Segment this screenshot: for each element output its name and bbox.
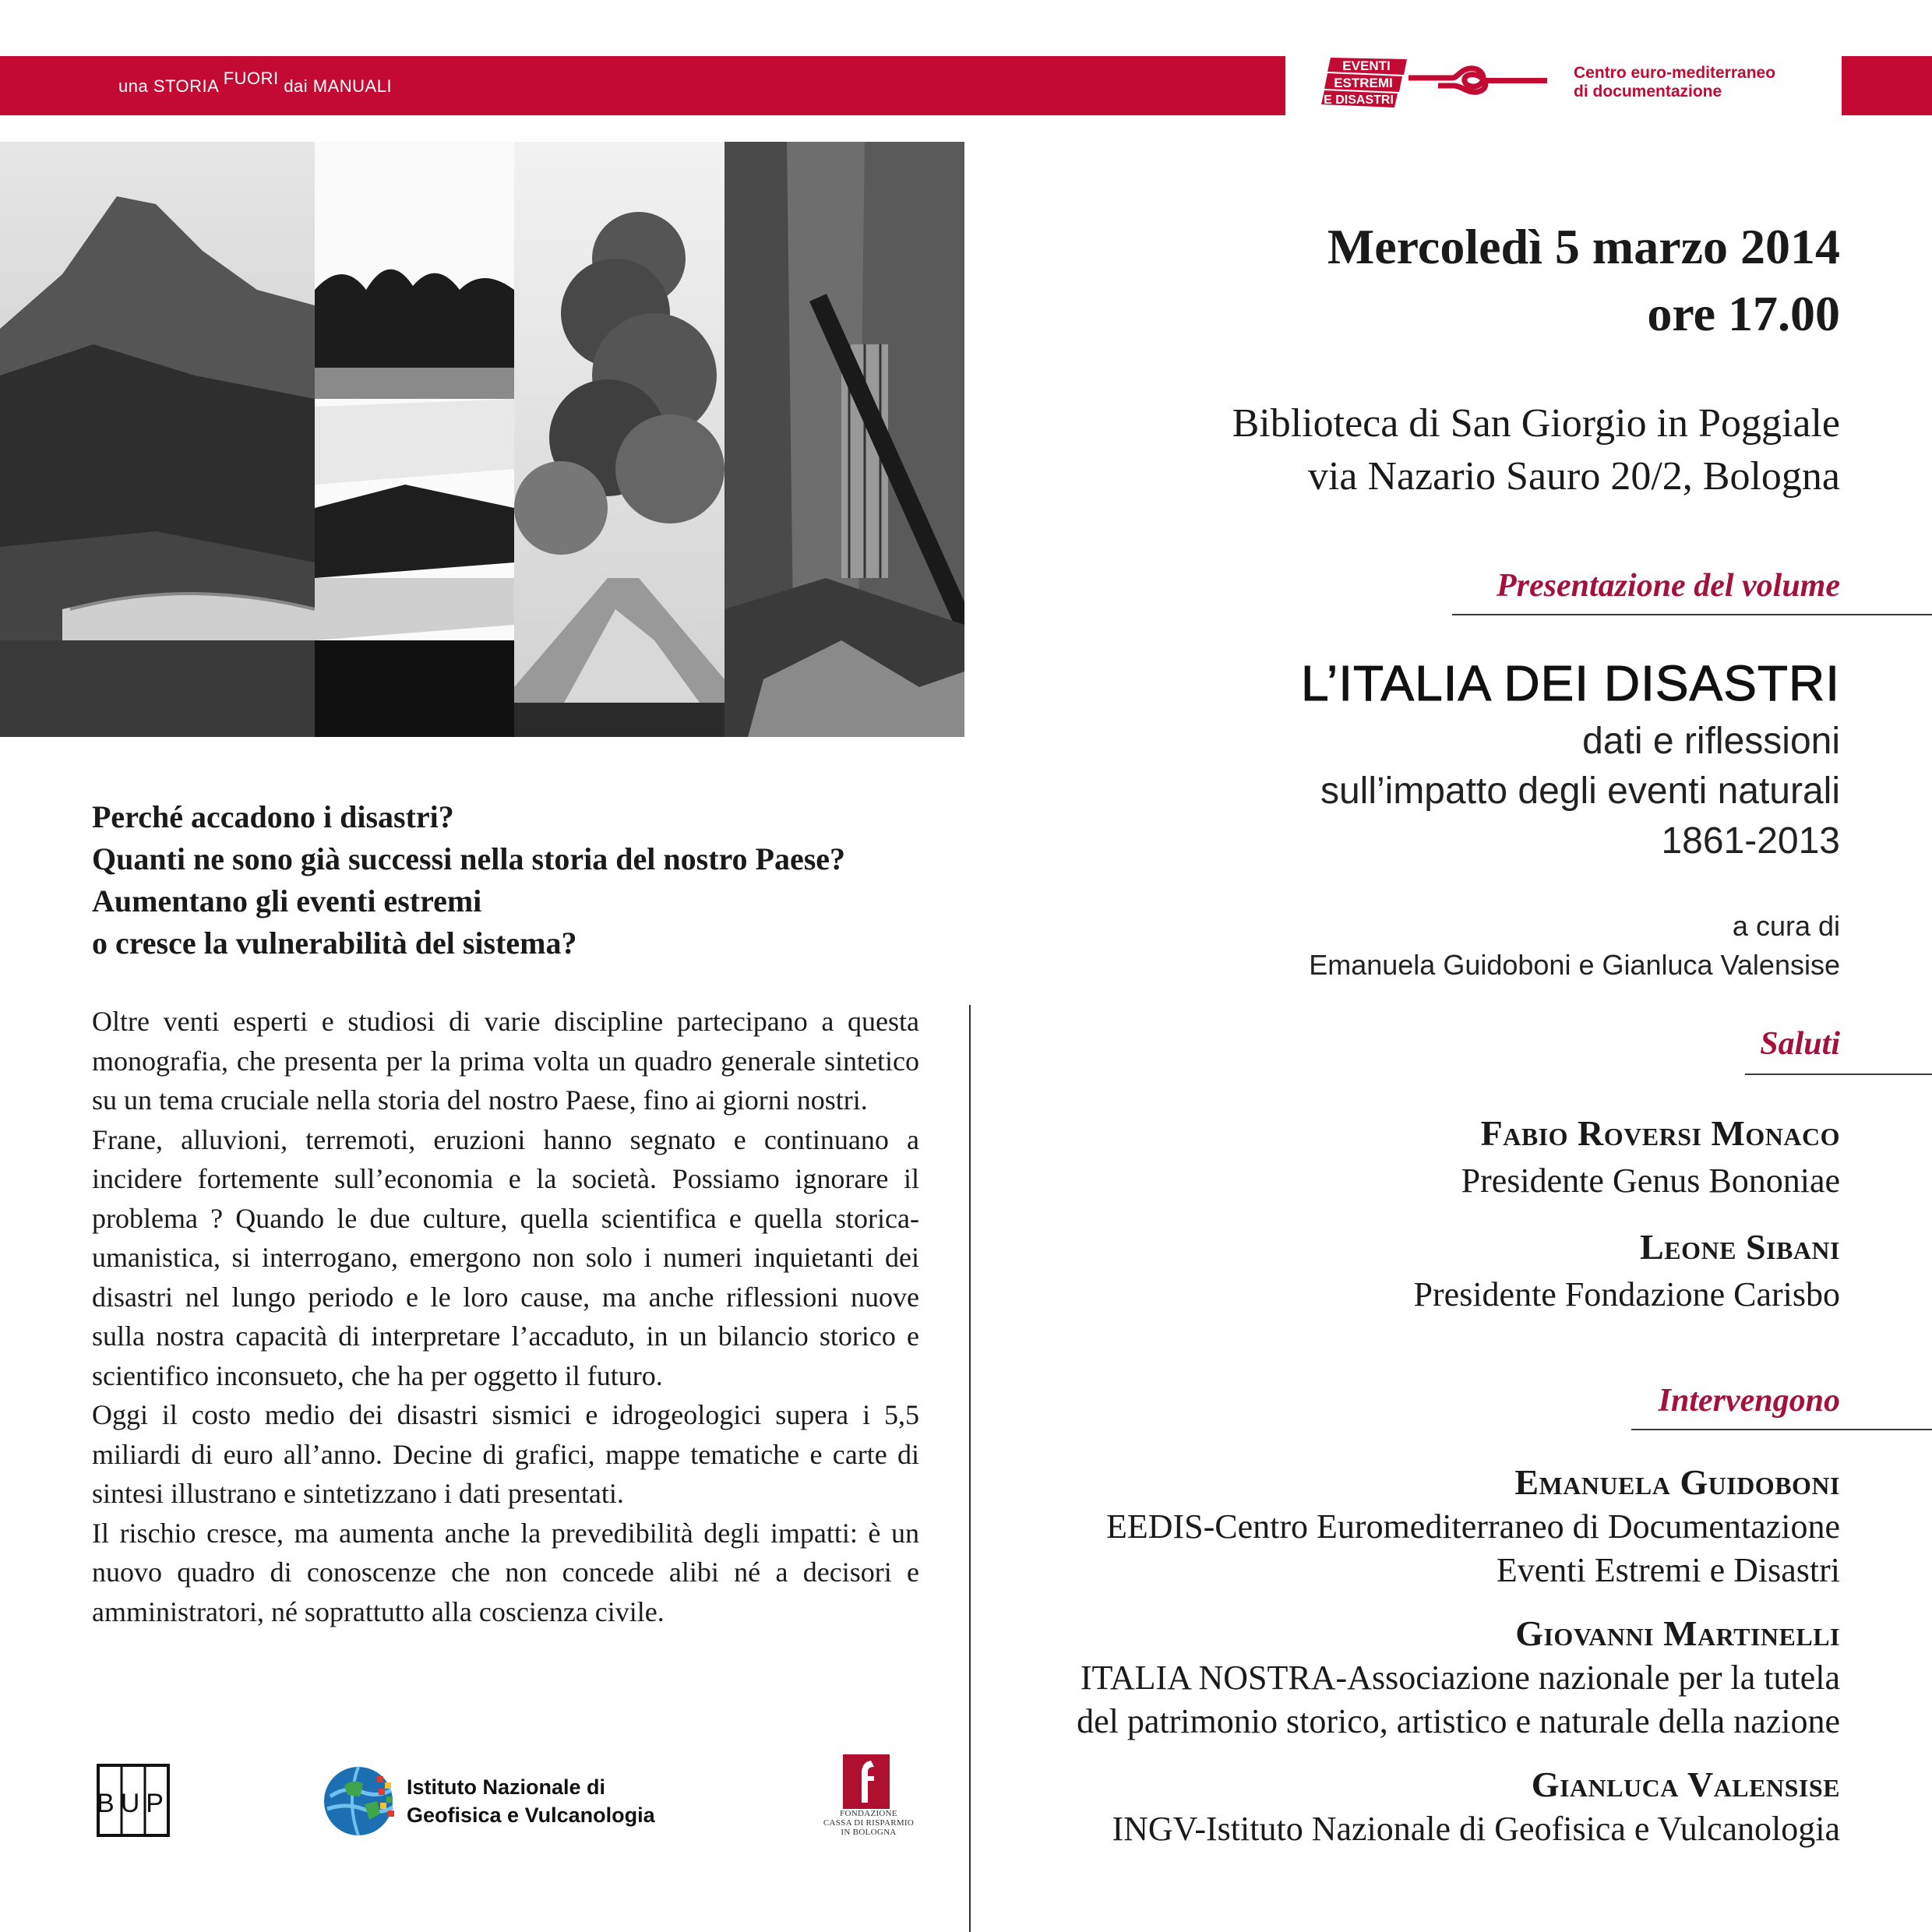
ingv-logo-text: Istituto Nazionale di Geofisica e Vulcanologia xyxy=(407,1775,655,1827)
greeting-role-2: Presidente Fondazione Carisbo xyxy=(1413,1275,1840,1313)
disaster-photo-strip xyxy=(0,142,964,737)
header-band-right xyxy=(1842,56,1932,115)
presentation-heading: Presentazione del volume xyxy=(1497,568,1840,604)
ingv-globe-icon xyxy=(323,1762,400,1840)
series-tagline: una STORIA FUORI dai MANUALI xyxy=(118,69,393,96)
speaker-role-2: ITALIA NOSTRA-Associazione nazionale per la tutela del patrimonio storico, artistico e naturale della nazione xyxy=(1077,1659,1840,1740)
event-time: ore 17.00 xyxy=(1647,286,1840,341)
column-divider xyxy=(969,1005,971,1932)
speaker-role-3: INGV-Istituto Nazionale di Geofisica e Vulcanologia xyxy=(1112,1810,1840,1848)
earthquake-ruins-photo xyxy=(724,142,964,737)
eruption-photo xyxy=(514,142,724,737)
description-paragraph: Oltre venti esperti e studiosi di varie discipline partecipano a questa monografia, che presenta per la prima volta un quadro generale sintetico su un tema cruciale nella storia del nostro Paese, fino ai giorni nostri. xyxy=(92,1006,919,1116)
speaker-name-2: Giovanni Martinelli xyxy=(1515,1613,1840,1653)
book-title: L’ITALIA DEI DISASTRI xyxy=(1300,655,1840,711)
svg-text:BUP: BUP xyxy=(97,1789,170,1818)
svg-text:E DISASTRI: E DISASTRI xyxy=(1324,93,1394,107)
greeting-role-1: Presidente Genus Bononiae xyxy=(1461,1162,1840,1200)
greeting-name-1: Fabio Roversi Monaco xyxy=(1480,1113,1840,1153)
eedis-logo xyxy=(1321,55,1555,109)
speakers-rule xyxy=(1631,1429,1932,1430)
venue-name: Biblioteca di San Giorgio in Poggiale xyxy=(1232,401,1840,446)
carisbo-logo-text: FONDAZIONE CASSA DI RISPARMIO IN BOLOGNA xyxy=(823,1809,915,1837)
carisbo-logo xyxy=(843,1754,890,1809)
speakers-heading: Intervengono xyxy=(1658,1383,1840,1419)
event-venue xyxy=(1232,397,1840,503)
description-paragraph: Frane, alluvioni, terremoti, eruzioni hanno segnato e continuano a incidere fortemente sull’economia e la società. Possiamo ignorare il problema ? Quando le due culture, quella scientifica e quella storica- umanistica, si interrogano, emergono non solo i numeri inquietanti dei disastri nel lungo periodo e le loro cause, ma anche riflessioni nuove sulla nostra capacità di interpretare l’accaduto, in un bilancio storico e scientifico inconsueto, che ha per oggetto il futuro. xyxy=(92,1123,919,1391)
presentation-rule xyxy=(1452,614,1932,615)
svg-text:EVENTI: EVENTI xyxy=(1342,58,1391,73)
speaker-name-1: Emanuela Guidoboni xyxy=(1514,1462,1840,1502)
greeting-name-2: Leone Sibani xyxy=(1640,1227,1840,1267)
book-description xyxy=(92,1002,919,1631)
speaker-role-1: EEDIS-Centro Euromediterraneo di Documentazione Eventi Estremi e Disastri xyxy=(1105,1507,1840,1589)
event-date-time xyxy=(1327,213,1840,347)
greetings-rule xyxy=(1745,1074,1932,1075)
eedis-logo-text: Centro euro-mediterraneo di documentazione xyxy=(1574,64,1776,100)
book-subtitle: dati e riflessioni sull’impatto degli eventi naturali 1861-2013 xyxy=(1320,721,1840,862)
dam-photo xyxy=(0,142,315,737)
description-paragraph: Oggi il costo medio dei disastri sismici e idrogeologici supera i 5,5 miliardi di euro all’anno. Decine di grafici, mappe tematiche e carte di sintesi illustrano e sintetizzano i dati presentati. xyxy=(92,1399,919,1509)
flood-photo xyxy=(315,142,514,737)
venue-address: via Nazario Sauro 20/2, Bologna xyxy=(1307,454,1840,499)
description-paragraph: Il rischio cresce, ma aumenta anche la prevedibilità degli impatti: è un nuovo quadro di conoscenze che non concede alibi né a decisori e amministratori, né soprattutto alla coscienza civile. xyxy=(92,1517,919,1627)
bup-logo xyxy=(97,1764,170,1837)
lead-questions: Perché accadono i disastri? Quanti ne sono già successi nella storia del nostro Paese? Aumentano gli eventi estremi o cresce la vulnerabilità del sistema? xyxy=(92,799,846,961)
greetings-heading: Saluti xyxy=(1760,1026,1840,1062)
event-date: Mercoledì 5 marzo 2014 xyxy=(1327,219,1840,274)
book-curators: a cura di Emanuela Guidoboni e Gianluca Valensise xyxy=(1309,910,1840,981)
speaker-name-3: Gianluca Valensise xyxy=(1531,1765,1840,1804)
svg-text:ESTREMI: ESTREMI xyxy=(1334,76,1393,90)
